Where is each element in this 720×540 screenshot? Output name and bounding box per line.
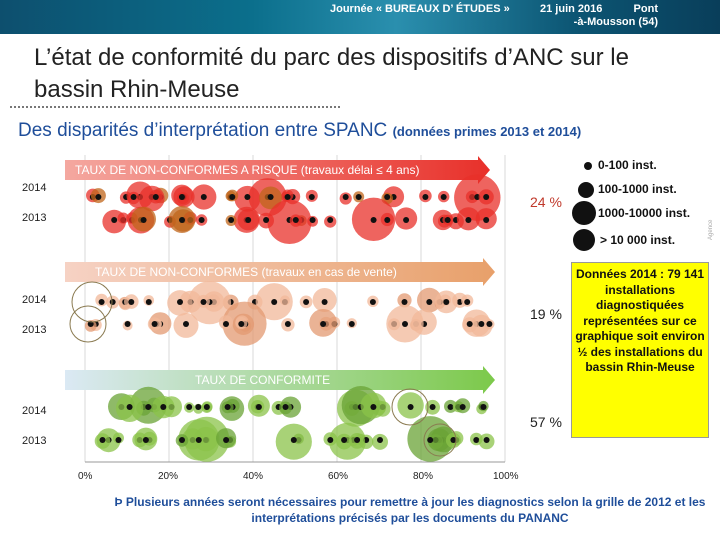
- bubble-center-dot: [244, 194, 250, 200]
- bubble-center-dot: [143, 437, 149, 443]
- bubble-center-dot: [263, 217, 269, 223]
- bubble-center-dot: [310, 217, 316, 223]
- bubble-center-dot: [402, 321, 408, 327]
- bubble-center-dot: [141, 217, 147, 223]
- bubble-center-dot: [283, 404, 289, 410]
- bubble-center-dot: [402, 299, 408, 305]
- bubble-center-dot: [327, 217, 333, 223]
- x-tick-40: 40%: [243, 471, 264, 482]
- bubble-center-dot: [484, 437, 490, 443]
- legend-label-xlarge: > 10 000 inst.: [600, 233, 676, 247]
- legend-dot-small: [584, 162, 592, 170]
- section-3-percent: 57 %: [530, 414, 562, 430]
- bubble-center-dot: [370, 299, 376, 305]
- event-date: 21 juin 2016: [540, 3, 603, 15]
- subtitle-note: (données primes 2013 et 2014): [392, 124, 582, 139]
- page-title: L’état de conformité du parc des dispositifs d’ANC sur le bassin Rhin-Meuse: [34, 44, 629, 103]
- bubble-center-dot: [177, 299, 183, 305]
- section-3-year-2014: 2014: [22, 405, 47, 417]
- bubble-center-dot: [486, 321, 492, 327]
- section-1-title: TAUX DE NON-CONFORMES A RISQUE (travaux délai ≤ 4 ans): [75, 163, 420, 177]
- bubble-center-dot: [225, 404, 231, 410]
- bubble-center-dot: [426, 299, 432, 305]
- bubble-center-dot: [327, 437, 333, 443]
- x-tick-20: 20%: [158, 471, 179, 482]
- bubble-center-dot: [422, 194, 428, 200]
- bubble-center-dot: [228, 217, 234, 223]
- bubble-center-dot: [408, 404, 414, 410]
- bubble-center-dot: [238, 321, 244, 327]
- bubble-center-dot: [127, 404, 133, 410]
- bubble-center-dot: [183, 321, 189, 327]
- bubble-center-dot: [473, 437, 479, 443]
- bubble-center-dot: [465, 217, 471, 223]
- bubble-center-dot: [303, 299, 309, 305]
- x-tick-100: 100%: [493, 471, 519, 482]
- bubble-center-dot: [146, 299, 152, 305]
- bubble-center-dot: [201, 299, 207, 305]
- bubble-center-dot: [179, 437, 185, 443]
- bubble-center-dot: [245, 217, 251, 223]
- side-watermark: Agence: [708, 219, 714, 240]
- event-location-line2: -à-Mousson (54): [573, 16, 658, 28]
- bubble-center-dot: [354, 437, 360, 443]
- bubble-center-dot: [116, 437, 122, 443]
- section-2-percent: 19 %: [530, 306, 562, 322]
- legend-label-large: 1000-10000 inst.: [598, 206, 691, 220]
- bubble-center-dot: [199, 217, 205, 223]
- bubble-center-dot: [179, 217, 185, 223]
- bubble-center-dot: [153, 194, 159, 200]
- info-note: Données 2014 : 79 141 installations diagnostiquées représentées sur ce graphique soit environ ½ des installations du bassin Rhin-Meuse: [571, 262, 709, 438]
- event-name: Journée « BUREAUX D’ ÉTUDES »: [330, 3, 510, 15]
- bubble-center-dot: [223, 321, 229, 327]
- bubble-center-dot: [448, 404, 454, 410]
- bubble-center-dot: [291, 437, 297, 443]
- bubble-center-dot: [160, 404, 166, 410]
- bubble-center-dot: [467, 321, 473, 327]
- bubble-center-dot: [430, 404, 436, 410]
- bubble-center-dot: [179, 194, 185, 200]
- section-3-title: TAUX DE CONFORMITE: [195, 373, 331, 387]
- bubble-center-dot: [349, 321, 355, 327]
- bubble-center-dot: [293, 217, 299, 223]
- x-tick-60: 60%: [328, 471, 349, 482]
- bubble-center-dot: [443, 299, 449, 305]
- event-location-line1: Pont: [633, 3, 658, 15]
- bubble-center-dot: [320, 321, 326, 327]
- bubble-center-dot: [483, 217, 489, 223]
- bubble-center-dot: [100, 437, 106, 443]
- section-1-percent: 24 %: [530, 194, 562, 210]
- bubble-center-dot: [309, 194, 315, 200]
- bubble-center-dot: [201, 194, 207, 200]
- legend-dot-large: [572, 201, 596, 225]
- legend-label-small: 0-100 inst.: [598, 158, 657, 172]
- bubble-center-dot: [256, 404, 262, 410]
- bubble-center-dot: [196, 437, 202, 443]
- bubble-center-dot: [223, 437, 229, 443]
- bubble-center-dot: [125, 321, 131, 327]
- bubble-center-dot: [427, 437, 433, 443]
- bubble-center-dot: [111, 217, 117, 223]
- bubble-center-dot: [403, 217, 409, 223]
- bubble-center-dot: [285, 194, 291, 200]
- bubble-center-dot: [268, 194, 274, 200]
- section-2-year-2013: 2013: [22, 324, 47, 336]
- bubble-center-dot: [186, 404, 192, 410]
- x-tick-0: 0%: [78, 471, 93, 482]
- section-2-title: TAUX DE NON-CONFORMES (travaux en cas de vente): [95, 265, 397, 279]
- bubble-center-dot: [322, 299, 328, 305]
- bubble-center-dot: [204, 404, 210, 410]
- bubble-center-dot: [343, 194, 349, 200]
- legend-label-medium: 100-1000 inst.: [598, 182, 677, 196]
- bubble-center-dot: [481, 404, 487, 410]
- bubble-center-dot: [341, 437, 347, 443]
- bubble-center-dot: [145, 404, 151, 410]
- bubble-center-dot: [460, 404, 466, 410]
- bubble-center-dot: [370, 404, 376, 410]
- section-2-year-2014: 2014: [22, 294, 47, 306]
- x-tick-80: 80%: [413, 471, 434, 482]
- section-1-year-2014: 2014: [22, 182, 47, 194]
- bubble-center-dot: [271, 299, 277, 305]
- subtitle-main: Des disparités d’interprétation entre SPANC: [18, 120, 388, 141]
- bubble-center-dot: [195, 404, 201, 410]
- bubble-center-dot: [131, 194, 137, 200]
- bubble-center-dot: [371, 217, 377, 223]
- bubble-center-dot: [483, 194, 489, 200]
- bubble-center-dot: [99, 299, 105, 305]
- bubble-center-dot: [384, 217, 390, 223]
- section-3-year-2013: 2013: [22, 435, 47, 447]
- bubble-center-dot: [152, 321, 158, 327]
- section-1-year-2013: 2013: [22, 212, 47, 224]
- bubble-center-dot: [110, 299, 116, 305]
- bubble-center-dot: [464, 299, 470, 305]
- bubble-center-dot: [285, 321, 291, 327]
- bubble-center-dot: [441, 194, 447, 200]
- bubble-center-dot: [356, 194, 362, 200]
- bubble-center-dot: [478, 321, 484, 327]
- legend-dot-medium: [578, 182, 594, 198]
- bubble-center-dot: [229, 194, 235, 200]
- legend-dot-xlarge: [573, 229, 595, 251]
- bubble-center-dot: [128, 299, 134, 305]
- bubble-center-dot: [95, 194, 101, 200]
- bubble-center-dot: [377, 437, 383, 443]
- bubble-center-dot: [445, 217, 451, 223]
- conclusion-text: Þ Plusieurs années seront nécessaires pour remettre à jour les diagnostics selon la grille de 2012 et les interprétations précisés par les documents du PANANC: [114, 495, 706, 525]
- bubble-center-dot: [384, 194, 390, 200]
